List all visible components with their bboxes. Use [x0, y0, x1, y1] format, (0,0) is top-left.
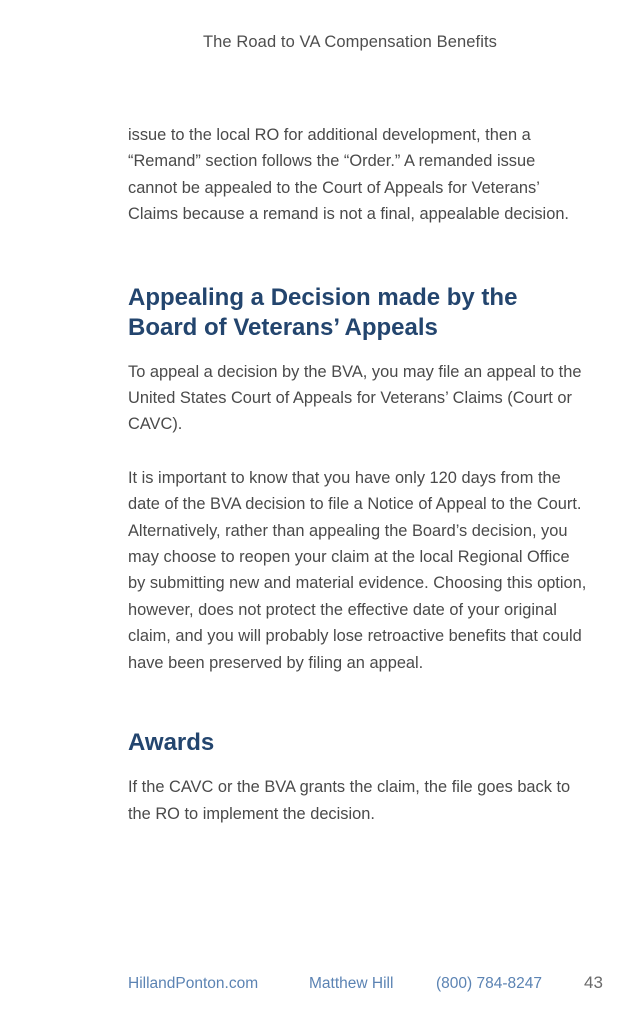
footer-author: Matthew Hill: [309, 975, 394, 992]
appeal-paragraph-1: To appeal a decision by the BVA, you may file an appeal to the United States Court of Appeals for Veterans’ Claims (Court or CAVC).: [128, 362, 582, 434]
footer-phone[interactable]: (800) 784-8247: [436, 975, 542, 992]
section-heading-appeal: Appealing a Decision made by the Board of Veterans’ Appeals: [128, 283, 518, 341]
page-number: 43: [584, 973, 603, 992]
section-heading-awards: Awards: [128, 729, 215, 757]
intro-paragraph: issue to the local RO for additional development, then a “Remand” section follows the “Order.” A remanded issue cannot be appealed to the Court of Appeals for Veterans’ Claims because a remand is not a final, appealable decision.: [128, 126, 569, 224]
footer-website-link[interactable]: HillandPonton.com: [128, 975, 259, 992]
page-footer: [128, 973, 608, 993]
page-content: [128, 122, 588, 827]
running-header: The Road to VA Compensation Benefits: [202, 33, 498, 51]
awards-paragraph: If the CAVC or the BVA grants the claim, the file goes back to the RO to implement the decision.: [128, 778, 571, 823]
appeal-paragraph-2: It is important to know that you have only 120 days from the date of the BVA decision to file a Notice of Appeal to the Court. Alternatively, rather than appealing the Board’s decision, you may choose to reopen your claim at the local Regional Office by submitting new and material evidence. Choosing this option, however, does not protect the effective date of your original claim, and you will probably lose retroactive benefits that could have been preserved by filing an appeal.: [128, 468, 587, 672]
